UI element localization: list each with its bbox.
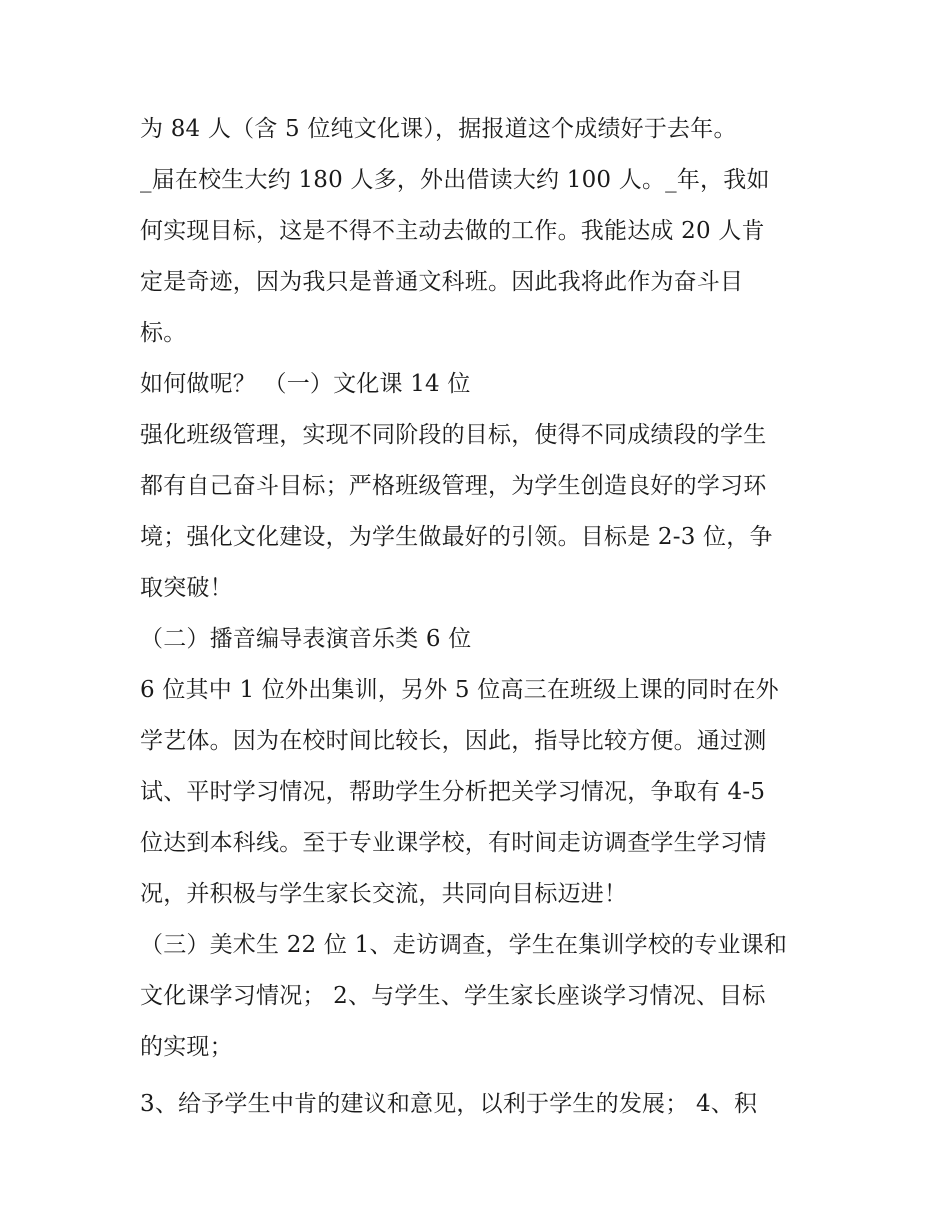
text-line: 何实现目标，这是不得不主动去做的工作。我能达成 20 人肯 [140, 218, 765, 244]
section-heading: 如何做呢？ （一）文化课 14 位 [140, 371, 471, 397]
text-line: 3、给予学生中肯的建议和意见，以利于学生的发展； 4、积 [140, 1091, 758, 1117]
text-line: 为 84 人（含 5 位纯文化课），据报道这个成绩好于去年。 [140, 116, 737, 142]
text-line: 的实现； [140, 1034, 233, 1060]
text-line: 6 位其中 1 位外出集训，另外 5 位高三在班级上课的同时在外 [140, 677, 779, 703]
document-body [140, 104, 820, 1130]
text-line: 文化课学习情况； 2、与学生、学生家长座谈学习情况、目标 [140, 983, 766, 1009]
text-line: 学艺体。因为在校时间比较长，因此，指导比较方便。通过测 [140, 728, 767, 754]
text-line: 定是奇迹，因为我只是普通文科班。因此我将此作为奋斗目 [140, 269, 744, 295]
section-heading: （二）播音编导表演音乐类 6 位 [140, 626, 472, 652]
text-line: 标。 [140, 320, 187, 346]
text-line: _届在校生大约 180 人多，外出借读大约 100 人。_年，我如 [140, 167, 770, 193]
text-line: 境；强化文化建设，为学生做最好的引领。目标是 2-3 位，争 [140, 524, 773, 550]
text-line: 试、平时学习情况，帮助学生分析把关学习情况，争取有 4-5 [140, 779, 766, 805]
section-heading: （三）美术生 22 位 1、走访调查，学生在集训学校的专业课和 [140, 932, 788, 958]
text-line: 都有自己奋斗目标；严格班级管理，为学生创造良好的学习环 [140, 473, 767, 499]
text-line: 况，并积极与学生家长交流，共同向目标迈进！ [140, 881, 628, 907]
text-line: 位达到本科线。至于专业课学校，有时间走访调查学生学习情 [140, 830, 767, 856]
text-line: 取突破！ [140, 575, 233, 601]
text-line: 强化班级管理，实现不同阶段的目标，使得不同成绩段的学生 [140, 422, 767, 448]
